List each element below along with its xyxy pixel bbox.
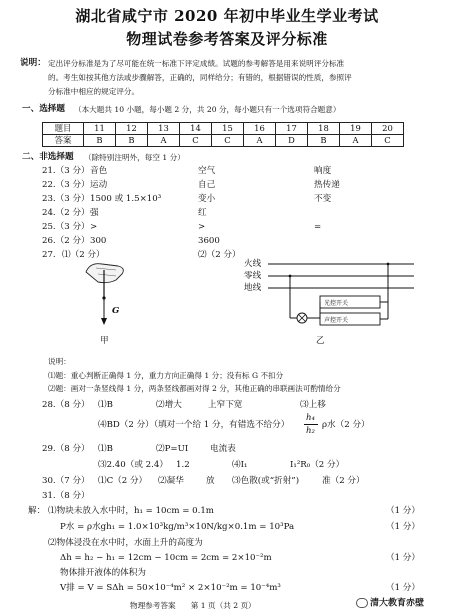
wechat-icon: [356, 598, 368, 608]
hand-shape: [86, 264, 123, 283]
q27-part2-label: ⑵（2 分）: [198, 250, 241, 260]
table-row: [43, 123, 404, 135]
q28-answer-2: ⑵增大: [156, 400, 182, 410]
q31-step-1-score: （1 分）: [386, 506, 420, 516]
note-line-2: 的。考生如按其他方法或步骤解答，正确的，同样给分；有错的，根据错误的性质，参照评: [48, 73, 352, 82]
live-wire-label: 火线: [244, 259, 262, 269]
q31-step-6-score: （1 分）: [386, 583, 420, 593]
q22-answer-2: 自己: [198, 180, 216, 190]
choice-answer-table: [42, 122, 404, 147]
q30-answer-1: ⑴C（2 分）: [98, 476, 148, 486]
q31-step-1: ⑴物块未放入水中时，h₁ = 10cm = 0.1m: [48, 506, 214, 516]
q21-answer-2: 空气: [198, 166, 216, 176]
q22-answer-3: 热传递: [314, 180, 340, 190]
q28-fraction-bar: [304, 424, 318, 425]
q23-answer-2: 变小: [198, 194, 216, 204]
q28-answer-1: ⑴B: [98, 400, 113, 410]
q30-number: 30.（7 分）: [42, 476, 90, 486]
table-cell: C: [372, 135, 404, 147]
q31-number: 31.（8 分）: [42, 491, 90, 501]
figure-yi-caption: 乙: [316, 336, 325, 346]
q23-answer-3: 不变: [314, 194, 332, 204]
section2-desc: （除特别注明外，每空 1 分）: [84, 153, 185, 162]
figure-jia-hand-rope: [82, 258, 140, 334]
q31-step-3: ⑵物体浸没在水中时，水面上升的高度为: [48, 538, 203, 548]
note-line-1: 定出评分标准是为了尽可能在统一标准下评定成绩。试题的参考解答是用来说明评分标准: [48, 59, 345, 68]
q25-number: 25.（3 分）: [42, 222, 90, 232]
table-cell: B: [308, 135, 340, 147]
section1-label: 一、选择题: [22, 104, 65, 114]
table-cell: 20: [372, 123, 404, 135]
table-cell: 11: [84, 123, 116, 135]
q28-answer-4: ⑶上移: [300, 400, 326, 410]
q28-fraction-numerator: h₄: [306, 413, 315, 423]
table-cell: C: [180, 135, 212, 147]
q22-answer-1: 运动: [90, 180, 108, 190]
q27-explain-label: 说明：: [48, 357, 71, 366]
table-cell: D: [276, 135, 308, 147]
q29-answer-1: ⑴B: [98, 444, 113, 454]
section2-label: 二、非选择题: [22, 152, 74, 162]
q22-number: 22.（3 分）: [42, 180, 90, 190]
q21-answer-3: 响度: [314, 166, 332, 176]
table-head-question: 题目: [43, 123, 84, 135]
light-switch-label: 光控开关: [324, 300, 349, 307]
q28-number: 28.（8 分）: [42, 400, 90, 410]
table-cell: C: [212, 135, 244, 147]
q29-answer-3: 电流表: [210, 444, 236, 454]
gravity-arrow-head: [101, 318, 107, 325]
center-of-gravity-dot: [102, 296, 105, 299]
q29-number: 29.（8 分）: [42, 444, 90, 454]
neutral-wire-label: 零线: [244, 271, 262, 281]
table-cell: 13: [148, 123, 180, 135]
q31-step-2: P水 = ρ水gh₁ = 1.0×10³kg/m³×10N/kg×0.1m = 10³Pa: [60, 522, 295, 532]
q26-answer-1: 300: [90, 236, 107, 246]
table-cell: A: [244, 135, 276, 147]
table-cell: 12: [116, 123, 148, 135]
table-cell: 14: [180, 123, 212, 135]
q29-answer-7: I₁²R₀（2 分）: [290, 460, 345, 470]
q31-step-4: Δh = h₂ − h₁ = 12cm − 10cm = 2cm = 2×10⁻²m: [60, 553, 272, 563]
q25-answer-3: =: [314, 222, 322, 232]
q31-step-6: V排 = V = SΔh = 50×10⁻⁴m² × 2×10⁻²m = 10⁻⁴m³: [60, 583, 281, 593]
q31-step-5: 物体排开液体的体积为: [60, 568, 146, 578]
gravity-label: G: [112, 306, 120, 316]
q24-answer-1: 强: [90, 208, 99, 218]
q26-number: 26.（2 分）: [42, 236, 90, 246]
q27-part1-label: ⑴（2 分）: [62, 250, 105, 260]
q28-answer-6: ρ水（2 分）: [322, 420, 370, 430]
junction-dot: [289, 275, 292, 278]
q27-explain-1: ⑴题：重心判断正确得 1 分，重力方向正确得 1 分；没有标 G 不扣分: [48, 371, 284, 380]
q25-answer-1: >: [90, 222, 98, 232]
table-cell: 19: [340, 123, 372, 135]
note-label: 说明：: [20, 58, 46, 68]
section1-desc: （本大题共 10 小题，每小题 2 分，共 20 分，每小题只有一个选项符合题意）: [74, 105, 341, 114]
figure-jia-caption: 甲: [100, 336, 109, 346]
table-cell: A: [148, 135, 180, 147]
table-cell: 15: [212, 123, 244, 135]
q29-answer-2: ⑵P=UI: [156, 444, 189, 454]
junction-dot-live: [387, 263, 390, 266]
q28-answer-5: ⑷BD（2 分）（填对一个给 1 分，有错选不给分）: [98, 420, 290, 430]
q23-answer-1: 1500 或 1.5×10³: [90, 194, 162, 204]
q30-answer-3: 放: [206, 476, 215, 486]
table-cell: 17: [276, 123, 308, 135]
q30-answer-5: 准（2 分）: [322, 476, 365, 486]
table-head-answer: 答案: [43, 135, 84, 147]
table-row: [43, 135, 404, 147]
q29-answer-4: ⑶2.40（或 2.4）: [98, 460, 168, 470]
q28-fraction-denominator: h₂: [306, 426, 315, 436]
sound-switch-label: 声控开关: [324, 317, 349, 324]
q24-number: 24.（2 分）: [42, 208, 90, 218]
watermark: [356, 598, 424, 610]
q30-answer-2: ⑵凝华: [158, 476, 184, 486]
ground-wire-label: 地线: [244, 283, 262, 293]
q29-answer-6: ⑷I₁: [232, 460, 248, 470]
q27-explain-2: ⑵题：画对一条竖线得 1 分，两条竖线都画对得 2 分，其他正确的串联画法可酌情给分: [48, 384, 341, 393]
page-subtitle: 物理试卷参考答案及评分标准: [126, 30, 328, 48]
q31-solve-label: 解：: [28, 506, 46, 516]
q21-number: 21.（3 分）: [42, 166, 90, 176]
q26-answer-2: 3600: [198, 236, 220, 246]
q24-answer-2: 红: [198, 208, 207, 218]
page-footer: 物理参考答案 第 1 页（共 2 页）: [130, 601, 256, 610]
q28-answer-3: 上窄下宽: [208, 400, 243, 410]
q23-number: 23.（3 分）: [42, 194, 90, 204]
table-cell: 16: [244, 123, 276, 135]
note-line-3: 分标准中相应的规定评分。: [48, 87, 140, 96]
q30-answer-4: ⑶色散(或“折射”): [232, 476, 300, 486]
watermark-text: 清大教育赤壁: [370, 598, 425, 609]
table-cell: A: [340, 135, 372, 147]
q29-answer-5: 1.2: [176, 460, 190, 470]
q31-step-2-score: （1 分）: [386, 522, 420, 532]
table-cell: 18: [308, 123, 340, 135]
q21-answer-1: 音色: [90, 166, 108, 176]
table-cell: B: [84, 135, 116, 147]
q25-answer-2: >: [198, 222, 206, 232]
q31-step-4-score: （1 分）: [386, 553, 420, 563]
q27-number: 27.: [42, 250, 56, 260]
table-cell: B: [116, 135, 148, 147]
page-title: 湖北省咸宁市 2020 年初中毕业生学业考试: [75, 7, 379, 25]
